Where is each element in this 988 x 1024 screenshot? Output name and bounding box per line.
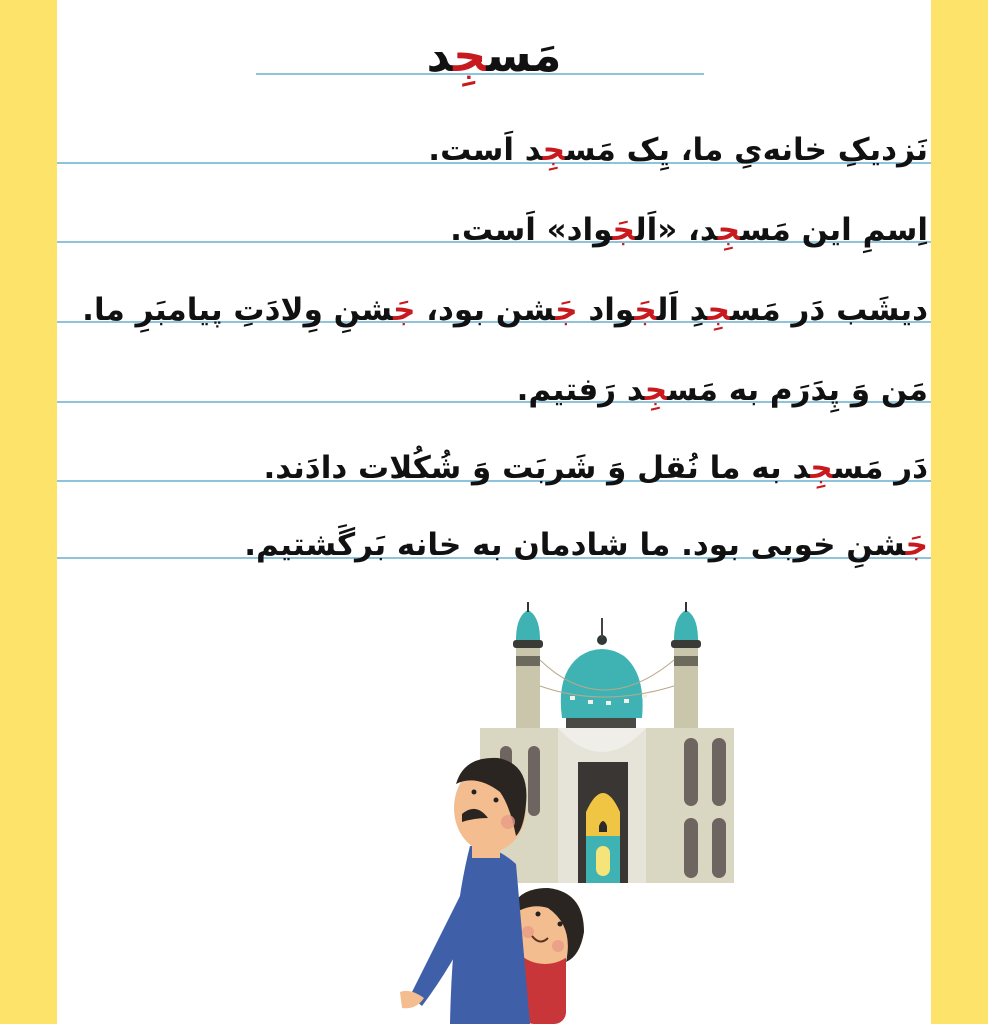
title-highlight-letter: جِ — [453, 28, 487, 82]
text-line-3 — [82, 286, 928, 334]
text-part: د اَست. — [428, 132, 543, 168]
father-figure-icon — [400, 758, 530, 1024]
highlight-letter: جَ — [555, 292, 578, 328]
text-part: د، «اَل — [634, 212, 718, 248]
highlight-letter: جِ — [810, 450, 833, 486]
yellow-right-border — [931, 0, 988, 1024]
text-line-6 — [244, 521, 928, 569]
text-part: د به ما نُقل وَ شَربَت وَ شُکُلات دادَند. — [263, 450, 811, 486]
highlight-letter: جِ — [542, 132, 566, 168]
right-minaret-icon — [671, 602, 701, 734]
mosque-family-illustration — [380, 596, 760, 1024]
text-part: واد» اَست. — [450, 212, 613, 248]
text-part: شنِ خوبی بود. ما شادمان به خانه بَرگَشتیم. — [244, 527, 906, 563]
highlight-letter: جِ — [644, 372, 668, 408]
highlight-letter: جَ — [905, 527, 928, 563]
text-part: نَزدیکِ خانه‌یِ ما، یِک مَس — [565, 132, 928, 168]
text-part: دَر مَس — [832, 450, 928, 486]
text-part: د رَفتیم. — [516, 372, 645, 408]
title-part: مَس — [486, 28, 562, 82]
text-line-1 — [428, 126, 928, 174]
left-minaret-icon — [513, 602, 543, 734]
text-line-4 — [517, 366, 928, 414]
yellow-left-border — [0, 0, 57, 1024]
text-part: شن بود، — [415, 292, 556, 328]
title-part: د — [426, 28, 454, 82]
highlight-letter: جَ — [634, 292, 657, 328]
text-part: دِ اَل — [656, 292, 708, 328]
highlight-letter: جَ — [393, 292, 416, 328]
highlight-letter: جِ — [707, 292, 730, 328]
page-title — [0, 20, 988, 90]
highlight-letter: جِ — [717, 212, 741, 248]
text-part: دیشَب دَر مَس — [730, 292, 928, 328]
text-part: اِسمِ این مَس — [740, 212, 928, 248]
main-dome-icon — [561, 618, 643, 728]
text-line-5 — [263, 444, 928, 492]
text-line-2 — [450, 206, 928, 254]
text-part: واد — [577, 292, 635, 328]
highlight-letter: جَ — [612, 212, 635, 248]
text-part: شنِ وِلادَتِ پیامبَرِ ما. — [82, 292, 394, 328]
text-part: مَن وَ پِدَرَم به مَس — [667, 372, 928, 408]
